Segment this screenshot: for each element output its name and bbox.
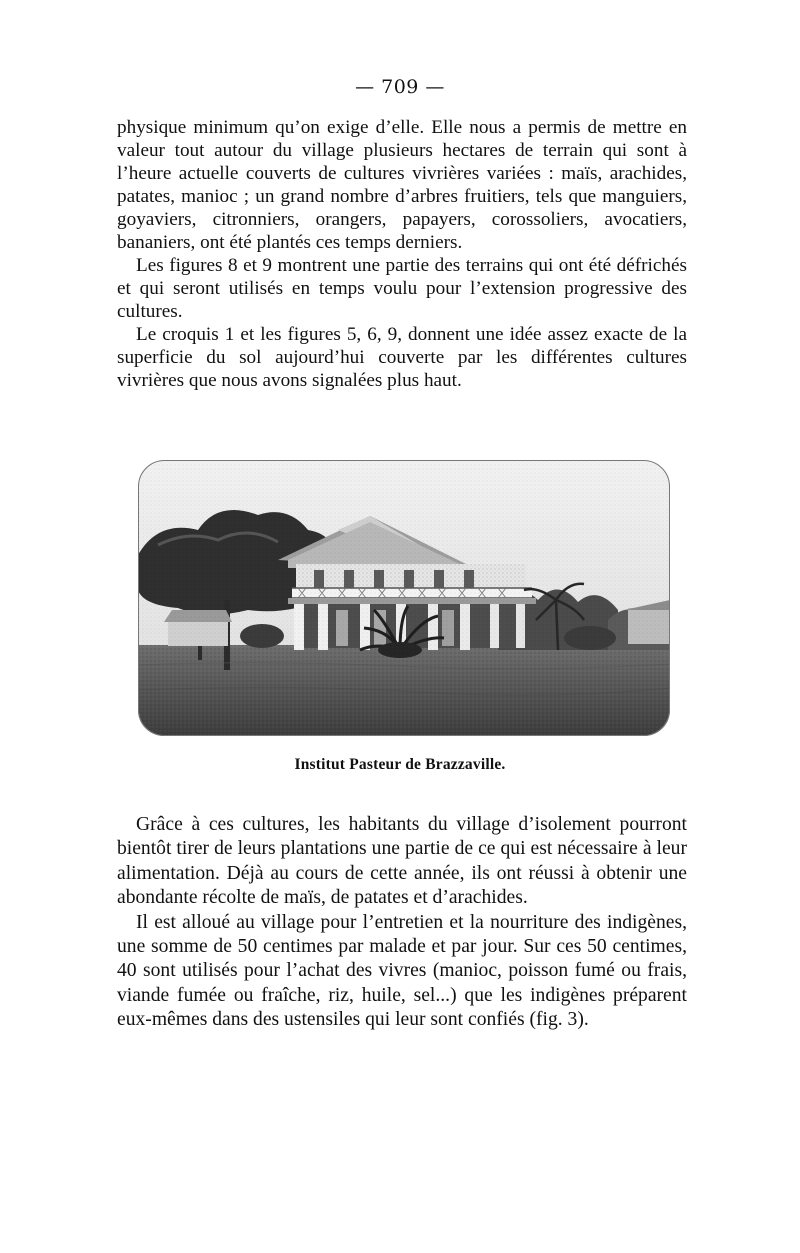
photo-scene (138, 460, 670, 736)
figure-caption: Institut Pasteur de Brazzaville. (294, 756, 506, 773)
body-text-top (117, 116, 687, 392)
paragraph: Grâce à ces cultures, les habitants du village d’isolement pourront bientôt tirer de leurs plantations une partie de ce qui est nécessaire à leur alimentation. Déjà au cours de cette année, ils ont réussi à obtenir une abondante récolte de maïs, de patates et d’arachides. (117, 814, 687, 909)
paragraph: Les figures 8 et 9 montrent une partie des terrains qui ont été défrichés et qui seront utilisés en temps voulu pour l’extension progressive des cultures. (117, 255, 687, 322)
paragraph: Le croquis 1 et les figures 5, 6, 9, donnent une idée assez exacte de la superficie du sol aujourd’hui couverte par les différentes cultures vivrières que nous avons signalées plus haut. (117, 324, 687, 391)
paragraph: physique minimum qu’on exige d’elle. Elle nous a permis de mettre en valeur tout autour du village plusieurs hectares de terrain qui sont à l’heure actuelle couverts de cultures vivrières variées : maïs, arachides, patates, manioc ; un grand nombre d’arbres fruitiers, tels que manguiers, goyaviers, citronniers, orangers, papayers, corossoliers, avocatiers, bananiers, ont été plantés ces temps derniers. (117, 117, 687, 253)
body-text-bottom (117, 813, 687, 1033)
page-number: — 709 — (355, 76, 445, 98)
figure-photo-institut-pasteur (138, 460, 670, 736)
paragraph: Il est alloué au village pour l’entretien et la nourriture des indigènes, une somme de 50 centimes par malade et par jour. Sur ces 50 centimes, 40 sont utilisés pour l’achat des vivres (manioc, poisson fumé ou frais, viande fumée ou fraîche, riz, huile, sel...) que les indigènes préparent eux-mêmes dans des ustensiles qui leur sont confiés (fig. 3). (117, 911, 687, 1031)
